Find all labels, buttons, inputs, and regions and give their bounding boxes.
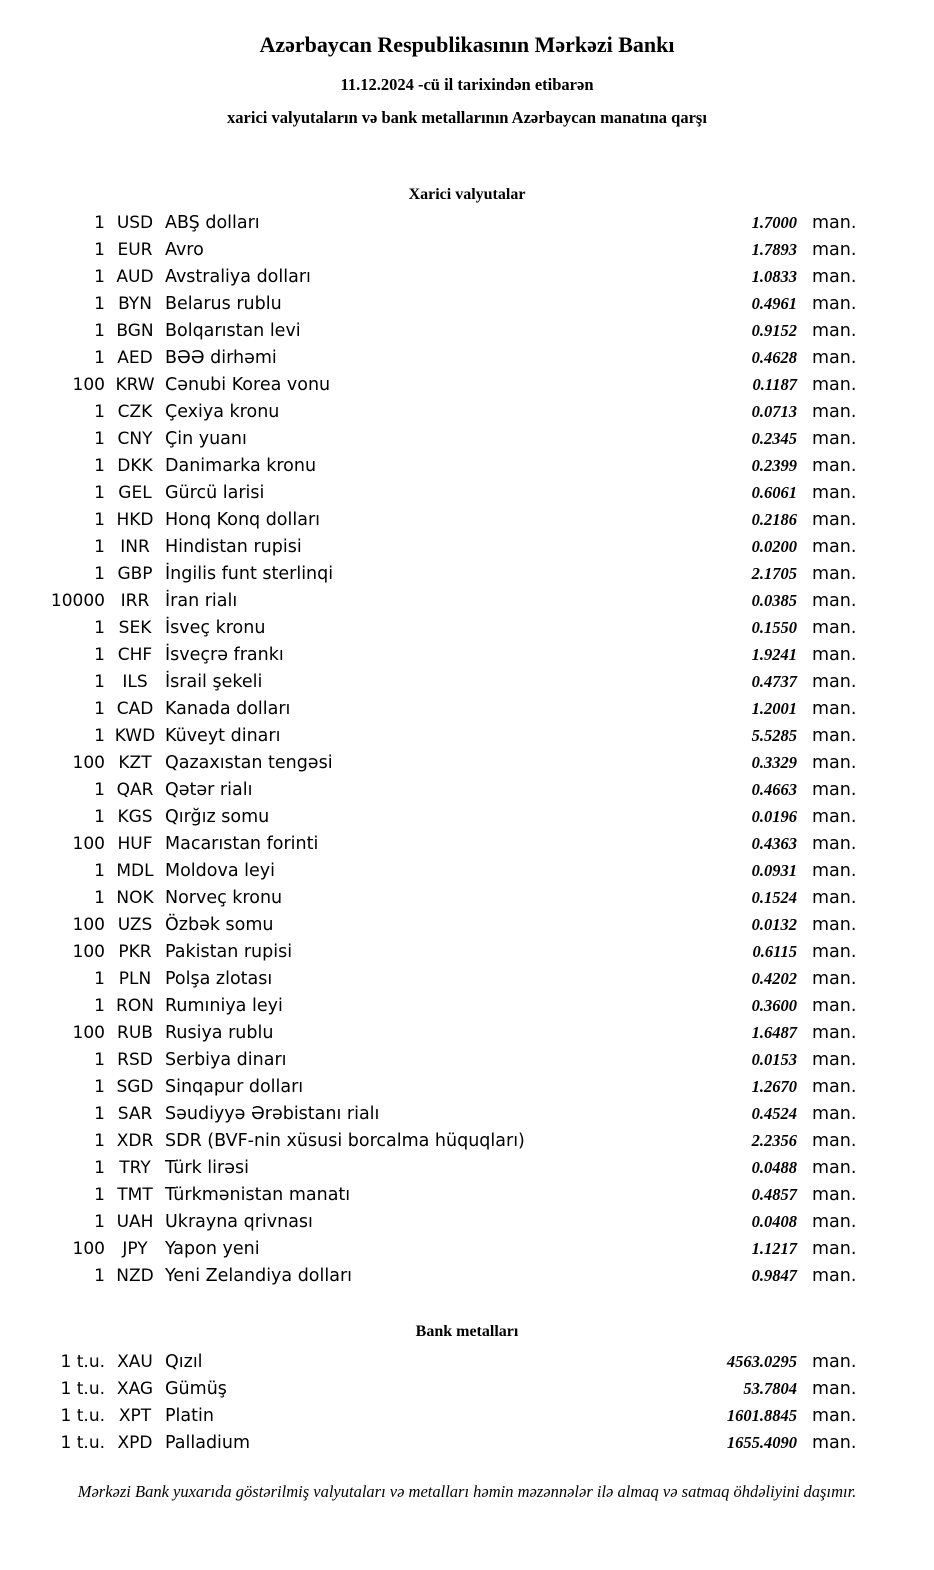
quantity-cell: 1 [94, 456, 105, 476]
currency-row [0, 1100, 934, 1127]
rate-cell: 0.9152 [751, 321, 797, 340]
code-cell: KGS [117, 807, 153, 827]
quantity-cell: 1 [94, 240, 105, 260]
quantity-cell: 1 [94, 888, 105, 908]
name-cell: Bolqarıstan levi [165, 321, 301, 341]
rate-cell: 0.6115 [752, 942, 797, 961]
currency-row [0, 1073, 934, 1100]
quantity-cell: 1 [94, 402, 105, 422]
rate-cell: 1.7000 [751, 213, 797, 232]
currency-row [0, 1208, 934, 1235]
name-cell: ABŞ dolları [165, 213, 260, 233]
quantity-cell: 100 [72, 942, 105, 962]
currency-row [0, 344, 934, 371]
exchange-rates-document [0, 32, 934, 1570]
code-cell: XPD [117, 1433, 153, 1453]
rate-cell: 0.4202 [751, 969, 797, 988]
unit-cell: man. [812, 537, 857, 557]
quantity-cell: 1 [94, 564, 105, 584]
name-cell: Rumıniya leyi [165, 996, 283, 1016]
rate-cell: 0.3329 [751, 753, 797, 772]
rate-cell: 0.0931 [751, 861, 797, 880]
rate-cell: 4563.0295 [726, 1352, 797, 1371]
quantity-cell: 1 [94, 483, 105, 503]
currency-row [0, 803, 934, 830]
section-title-metals: Bank metalları [415, 1323, 519, 1340]
rate-cell: 0.2345 [751, 429, 797, 448]
code-cell: TRY [119, 1158, 151, 1178]
unit-cell: man. [812, 1104, 857, 1124]
quantity-cell: 1 [94, 294, 105, 314]
rate-cell: 1.1217 [751, 1239, 797, 1258]
quantity-cell: 100 [72, 1023, 105, 1043]
quantity-cell: 10000 [50, 591, 105, 611]
quantity-cell: 1 [94, 807, 105, 827]
unit-cell: man. [812, 888, 857, 908]
unit-cell: man. [812, 1239, 857, 1259]
unit-cell: man. [812, 618, 857, 638]
code-cell: PKR [118, 942, 152, 962]
unit-cell: man. [812, 1406, 857, 1426]
code-cell: UAH [116, 1212, 154, 1232]
currency-row [0, 722, 934, 749]
name-cell: Sinqapur dolları [165, 1077, 304, 1097]
code-cell: BYN [118, 294, 152, 314]
quantity-cell: 1 [94, 672, 105, 692]
code-cell: BGN [116, 321, 154, 341]
unit-cell: man. [812, 240, 857, 260]
code-cell: GEL [118, 483, 152, 503]
name-cell: Belarus rublu [165, 294, 282, 314]
name-cell: Platin [165, 1406, 214, 1426]
code-cell: KZT [118, 753, 152, 773]
quantity-cell: 1 [94, 618, 105, 638]
name-cell: Səudiyyə Ərəbistanı rialı [165, 1104, 380, 1124]
unit-cell: man. [812, 456, 857, 476]
name-cell: Cənubi Korea vonu [165, 375, 331, 395]
currency-row [0, 560, 934, 587]
currency-row [0, 695, 934, 722]
quantity-cell: 1 [94, 996, 105, 1016]
rate-cell: 0.2399 [751, 456, 797, 475]
quantity-cell: 1 [94, 1050, 105, 1070]
currency-row [0, 830, 934, 857]
code-cell: SEK [118, 618, 152, 638]
name-cell: Kanada dolları [165, 699, 291, 719]
name-cell: Rusiya rublu [165, 1023, 274, 1043]
quantity-cell: 1 t.u. [60, 1379, 105, 1399]
unit-cell: man. [812, 726, 857, 746]
unit-cell: man. [812, 1266, 857, 1286]
currency-row [0, 1154, 934, 1181]
name-cell: Yeni Zelandiya dolları [165, 1266, 353, 1286]
quantity-cell: 100 [72, 834, 105, 854]
rate-cell: 0.0385 [751, 591, 797, 610]
unit-cell: man. [812, 1158, 857, 1178]
unit-cell: man. [812, 213, 857, 233]
unit-cell: man. [812, 294, 857, 314]
unit-cell: man. [812, 861, 857, 881]
name-cell: Serbiya dinarı [165, 1050, 287, 1070]
footer-note: Mərkəzi Bank yuxarıda göstərilmiş valyutaları və metalları həmin məzənnələr ilə almaq və satmaq öhdəliyini daşımır. [77, 1482, 857, 1501]
unit-cell: man. [812, 753, 857, 773]
currency-row [0, 992, 934, 1019]
quantity-cell: 1 [94, 1158, 105, 1178]
name-cell: Küveyt dinarı [165, 726, 281, 746]
currency-row [0, 398, 934, 425]
code-cell: IRR [120, 591, 150, 611]
effective-date: 11.12.2024 -cü il tarixindən etibarən [340, 75, 594, 94]
name-cell: Avstraliya dolları [165, 267, 311, 287]
name-cell: Norveç kronu [165, 888, 283, 908]
code-cell: MDL [116, 861, 154, 881]
name-cell: BƏƏ dirhəmi [165, 348, 277, 368]
name-cell: Türkmənistan manatı [165, 1185, 351, 1205]
name-cell: Qırğız somu [165, 807, 270, 827]
quantity-cell: 1 [94, 1185, 105, 1205]
code-cell: PLN [118, 969, 152, 989]
quantity-cell: 1 [94, 213, 105, 233]
unit-cell: man. [812, 996, 857, 1016]
name-cell: Polşa zlotası [165, 969, 273, 989]
unit-cell: man. [812, 1379, 857, 1399]
code-cell: HKD [116, 510, 154, 530]
name-cell: Danimarka kronu [165, 456, 317, 476]
code-cell: CNY [117, 429, 153, 449]
currency-row [0, 371, 934, 398]
code-cell: GBP [117, 564, 153, 584]
unit-cell: man. [812, 1077, 857, 1097]
currency-row [0, 1235, 934, 1262]
quantity-cell: 1 [94, 1212, 105, 1232]
name-cell: İsveç kronu [165, 618, 266, 638]
code-cell: AED [117, 348, 153, 368]
rate-cell: 1.6487 [751, 1023, 797, 1042]
subtitle: xarici valyutaların və bank metallarının Azərbaycan manatına qarşı [227, 108, 707, 127]
quantity-cell: 1 [94, 429, 105, 449]
rate-cell: 1.2001 [751, 699, 797, 718]
currency-row [0, 452, 934, 479]
unit-cell: man. [812, 1433, 857, 1453]
unit-cell: man. [812, 699, 857, 719]
metal-row [0, 1375, 934, 1402]
name-cell: Ukrayna qrivnası [165, 1212, 313, 1232]
code-cell: EUR [117, 240, 153, 260]
rate-cell: 0.0408 [751, 1212, 797, 1231]
name-cell: Çexiya kronu [165, 402, 280, 422]
quantity-cell: 100 [72, 1239, 105, 1259]
currency-row [0, 1046, 934, 1073]
code-cell: CAD [116, 699, 154, 719]
quantity-cell: 1 [94, 348, 105, 368]
name-cell: İngilis funt sterlinqi [165, 564, 334, 584]
name-cell: Çin yuanı [165, 429, 247, 449]
unit-cell: man. [812, 942, 857, 962]
name-cell: İsveçrə frankı [165, 645, 284, 665]
quantity-cell: 1 [94, 267, 105, 287]
name-cell: Qazaxıstan tengəsi [165, 753, 333, 773]
code-cell: INR [120, 537, 150, 557]
currency-row [0, 884, 934, 911]
currency-row [0, 290, 934, 317]
name-cell: Türk lirəsi [165, 1158, 249, 1178]
rate-cell: 0.3600 [751, 996, 797, 1015]
code-cell: RON [116, 996, 154, 1016]
code-cell: XDR [116, 1131, 154, 1151]
currency-row [0, 668, 934, 695]
quantity-cell: 1 [94, 321, 105, 341]
quantity-cell: 1 [94, 645, 105, 665]
quantity-cell: 1 t.u. [60, 1433, 105, 1453]
code-cell: KWD [114, 726, 156, 746]
currency-row [0, 776, 934, 803]
metals-table [0, 1348, 934, 1456]
rate-cell: 1.9241 [751, 645, 797, 664]
unit-cell: man. [812, 1050, 857, 1070]
rate-cell: 0.9847 [751, 1266, 797, 1285]
quantity-cell: 1 [94, 699, 105, 719]
code-cell: KRW [115, 375, 155, 395]
rate-cell: 0.4663 [751, 780, 797, 799]
rate-cell: 0.2186 [751, 510, 797, 529]
rate-cell: 0.0196 [751, 807, 797, 826]
currency-row [0, 1262, 934, 1289]
name-cell: Qətər rialı [165, 780, 253, 800]
rate-cell: 0.0713 [751, 402, 797, 421]
name-cell: Moldova leyi [165, 861, 275, 881]
unit-cell: man. [812, 807, 857, 827]
rate-cell: 0.1524 [751, 888, 797, 907]
name-cell: Hindistan rupisi [165, 537, 302, 557]
currency-row [0, 587, 934, 614]
rate-cell: 1655.4090 [726, 1433, 797, 1452]
rate-cell: 0.6061 [751, 483, 797, 502]
quantity-cell: 1 t.u. [60, 1352, 105, 1372]
unit-cell: man. [812, 1185, 857, 1205]
quantity-cell: 1 [94, 537, 105, 557]
code-cell: QAR [116, 780, 154, 800]
currency-row [0, 1181, 934, 1208]
rate-cell: 0.4628 [751, 348, 797, 367]
code-cell: CZK [117, 402, 153, 422]
rate-cell: 0.1187 [752, 375, 797, 394]
unit-cell: man. [812, 915, 857, 935]
currency-row [0, 263, 934, 290]
code-cell: XAG [116, 1379, 154, 1399]
code-cell: RSD [117, 1050, 153, 1070]
unit-cell: man. [812, 510, 857, 530]
unit-cell: man. [812, 1212, 857, 1232]
code-cell: SGD [116, 1077, 154, 1097]
page-title: Azərbaycan Respublikasının Mərkəzi Bankı [259, 32, 675, 57]
rate-cell: 0.4961 [751, 294, 797, 313]
unit-cell: man. [812, 483, 857, 503]
rate-cell: 0.0132 [751, 915, 797, 934]
name-cell: Palladium [165, 1433, 251, 1453]
section-title-currencies: Xarici valyutalar [408, 186, 526, 203]
unit-cell: man. [812, 1023, 857, 1043]
currency-row [0, 749, 934, 776]
code-cell: CHF [117, 645, 153, 665]
code-cell: XPT [118, 1406, 152, 1426]
quantity-cell: 100 [72, 915, 105, 935]
quantity-cell: 1 [94, 1131, 105, 1151]
rate-cell: 2.2356 [751, 1131, 797, 1150]
name-cell: Avro [165, 240, 204, 260]
unit-cell: man. [812, 348, 857, 368]
code-cell: USD [116, 213, 154, 233]
unit-cell: man. [812, 1352, 857, 1372]
rate-cell: 0.0488 [751, 1158, 797, 1177]
currency-row [0, 506, 934, 533]
code-cell: RUB [117, 1023, 153, 1043]
code-cell: DKK [117, 456, 153, 476]
name-cell: SDR (BVF-nin xüsusi borcalma hüquqları) [165, 1131, 525, 1151]
unit-cell: man. [812, 564, 857, 584]
code-cell: NZD [116, 1266, 154, 1286]
quantity-cell: 100 [72, 375, 105, 395]
currency-row [0, 641, 934, 668]
unit-cell: man. [812, 780, 857, 800]
currency-row [0, 1127, 934, 1154]
rate-cell: 0.0200 [751, 537, 797, 556]
quantity-cell: 1 [94, 861, 105, 881]
currency-row [0, 317, 934, 344]
rate-cell: 1.7893 [751, 240, 797, 259]
quantity-cell: 1 [94, 969, 105, 989]
rate-cell: 0.4857 [751, 1185, 797, 1204]
metal-row [0, 1402, 934, 1429]
quantity-cell: 1 t.u. [60, 1406, 105, 1426]
currency-row [0, 938, 934, 965]
unit-cell: man. [812, 834, 857, 854]
currency-row [0, 425, 934, 452]
rate-cell: 53.7804 [743, 1379, 797, 1398]
currency-row [0, 1019, 934, 1046]
code-cell: ILS [122, 672, 148, 692]
currency-row [0, 236, 934, 263]
name-cell: Qızıl [165, 1352, 203, 1372]
unit-cell: man. [812, 267, 857, 287]
unit-cell: man. [812, 402, 857, 422]
quantity-cell: 100 [72, 753, 105, 773]
name-cell: Gürcü larisi [165, 483, 265, 503]
name-cell: Honq Konq dolları [165, 510, 321, 530]
rate-cell: 0.4363 [751, 834, 797, 853]
rate-cell: 0.0153 [751, 1050, 797, 1069]
currency-row [0, 209, 934, 236]
rate-cell: 1601.8845 [726, 1406, 797, 1425]
quantity-cell: 1 [94, 726, 105, 746]
currency-row [0, 533, 934, 560]
metal-row [0, 1429, 934, 1456]
code-cell: HUF [117, 834, 153, 854]
name-cell: Gümüş [165, 1379, 227, 1399]
unit-cell: man. [812, 321, 857, 341]
quantity-cell: 1 [94, 510, 105, 530]
unit-cell: man. [812, 672, 857, 692]
unit-cell: man. [812, 645, 857, 665]
metal-row [0, 1348, 934, 1375]
currency-row [0, 857, 934, 884]
currency-row [0, 479, 934, 506]
name-cell: İran rialı [165, 591, 238, 611]
code-cell: NOK [116, 888, 154, 908]
quantity-cell: 1 [94, 1077, 105, 1097]
unit-cell: man. [812, 375, 857, 395]
code-cell: TMT [117, 1185, 153, 1205]
quantity-cell: 1 [94, 1266, 105, 1286]
code-cell: UZS [117, 915, 153, 935]
unit-cell: man. [812, 429, 857, 449]
quantity-cell: 1 [94, 1104, 105, 1124]
name-cell: Pakistan rupisi [165, 942, 293, 962]
unit-cell: man. [812, 591, 857, 611]
code-cell: SAR [117, 1104, 153, 1124]
currency-row [0, 911, 934, 938]
unit-cell: man. [812, 969, 857, 989]
rate-cell: 1.0833 [751, 267, 797, 286]
name-cell: Yapon yeni [165, 1239, 260, 1259]
rate-cell: 5.5285 [751, 726, 797, 745]
name-cell: İsrail şekeli [165, 672, 263, 692]
quantity-cell: 1 [94, 780, 105, 800]
code-cell: XAU [117, 1352, 153, 1372]
rate-cell: 2.1705 [751, 564, 797, 583]
currency-table [0, 209, 934, 1289]
code-cell: JPY [122, 1239, 148, 1259]
rate-cell: 0.4524 [751, 1104, 797, 1123]
unit-cell: man. [812, 1131, 857, 1151]
name-cell: Özbək somu [165, 915, 274, 935]
currency-row [0, 614, 934, 641]
name-cell: Macarıstan forinti [165, 834, 319, 854]
rate-cell: 0.1550 [751, 618, 797, 637]
code-cell: AUD [116, 267, 154, 287]
currency-row [0, 965, 934, 992]
rate-cell: 1.2670 [751, 1077, 797, 1096]
rate-cell: 0.4737 [751, 672, 797, 691]
